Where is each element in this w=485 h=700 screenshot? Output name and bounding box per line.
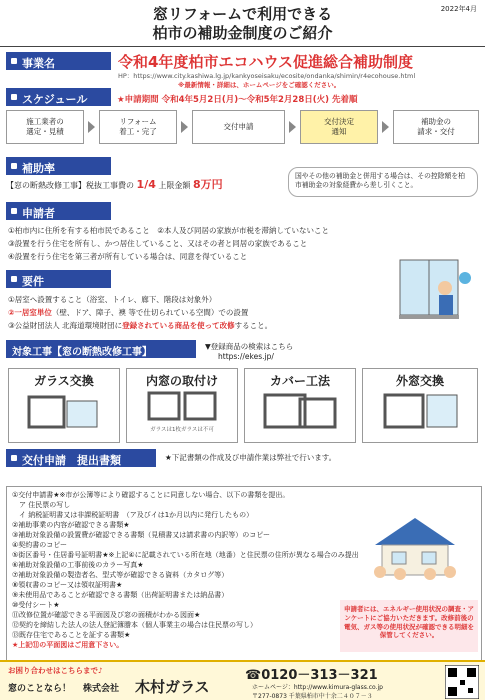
list-item: ④契約書のコピー — [12, 541, 67, 549]
website-url[interactable]: ホームページ：http://www.kimura-glass.co.jp — [252, 684, 383, 691]
section-schedule: スケジュール — [6, 88, 111, 106]
work-type-label: ガラス交換 — [34, 374, 94, 388]
list-item: ⑪改修位置が確認できる平面図及び窓の面積がわかる図面★ — [12, 611, 201, 619]
homepage-url[interactable]: HP：https://www.city.kashiwa.lg.jp/kankyoseisaku/ecosite/ondanka/shimin/r4ecohouse.html — [118, 72, 416, 80]
family-house-illustration — [360, 510, 475, 590]
list-item: ⑫契約を締結した法人の法人登記簿謄本（個人事業主の場合は住民票の写し） — [12, 621, 257, 629]
combination-note: 国やその他の補助金と併用する場合は、その控除額を柏市補助金の対象経費から差し引くこと。 — [288, 167, 478, 197]
list-item: ⑦補助対象設備の製造者名、型式等が確認できる資料（カタログ等） — [12, 571, 229, 579]
qr-code-icon[interactable] — [445, 665, 479, 699]
section-applicant: 申請者 — [6, 202, 111, 220]
company-prefix: 株式会社 — [83, 684, 120, 694]
requirement-2 — [8, 307, 248, 318]
glass-replace-icon — [19, 389, 109, 434]
work-type-cover — [244, 368, 356, 443]
requirement-2-text: （壁、ドア、障子、襖 等で仕切られている空間）での設置 — [51, 308, 249, 317]
list-item: ア 住民票の写し — [12, 501, 71, 509]
homepage-note: ※最新情報・詳細は、ホームページをご確認ください。 — [178, 81, 341, 89]
work-type-label: 外窓交換 — [395, 374, 444, 388]
applicant-line-3: ④設置を行う住宅を第三者が所有している場合は、同意を得ていること — [8, 252, 248, 261]
list-item: ⑤街区番号・住居番号証明書★※上記④に記載されている所在地（地番）と住民票の住所が異なる場合のみ提出 — [12, 551, 359, 559]
footer-catch-2: 窓のことなら！ — [8, 684, 72, 694]
footer-catch: お困り合わせはこちらまで♪ — [8, 666, 103, 675]
list-item: ②補助事業の内容が確認できる書類★ — [12, 521, 130, 529]
page-title-line1: 窓リフォームで利用できる — [152, 5, 333, 23]
flow-step-1 — [6, 110, 84, 144]
window-illustration — [395, 250, 480, 330]
subsidy-rate — [6, 176, 223, 192]
work-type-label: カバー工法 — [269, 374, 330, 388]
section-docs: 交付申請 提出書類 — [6, 449, 156, 467]
applicant-line-2: ③設置を行う住宅を所有し、かつ居住していること、又はその者と同居の家族であること — [8, 239, 308, 248]
applicant-line-1: ①柏市内に住所を有する柏市民であること ②本人及び同居の家族が市税を滞納していないこと — [8, 226, 329, 235]
page-title-line2: 柏市の補助金制度のご紹介 — [152, 24, 333, 42]
work-type-glass — [8, 368, 120, 443]
limit-amount: 8万円 — [192, 178, 223, 191]
flow-step-label: 交付申請 — [223, 122, 254, 132]
requirement-3-emphasis: 登録されている商品を使って改修 — [122, 321, 235, 330]
work-type-label: 内窓の取付け — [145, 374, 218, 388]
phone-number[interactable] — [245, 664, 378, 683]
list-item: ⑥補助対象設備の工事前後のカラー写真★ — [12, 561, 144, 569]
divider — [0, 46, 485, 47]
product-search-note: ▼登録商品の検索はこちら — [205, 342, 294, 351]
list-item: ⑧領収書のコピー又は領収証明書★ — [12, 581, 123, 589]
work-type-inner-window — [126, 368, 238, 443]
phone-icon: ☎ — [245, 668, 262, 683]
requirement-3 — [8, 320, 272, 331]
footer — [0, 660, 485, 700]
list-item: ①交付申請書★※市が公簿等により確認することに同意しない場合、以下の書類を提出。 — [12, 491, 290, 499]
rate-fraction: 1/4 — [136, 178, 156, 191]
inner-window-icon — [137, 389, 227, 423]
product-search-url[interactable]: https://ekes.jp/ — [218, 352, 274, 361]
flow-step-label: 補助金の 請求・交付 — [417, 117, 455, 136]
list-item: ⑩受付シート★ — [12, 601, 60, 609]
company-address: 〒277-0873 千葉県柏市中十余二４０７－３ — [252, 693, 373, 700]
docs-note: ★下記書類の作成及び申請作業は弊社で行います。 — [165, 453, 337, 462]
flow-step-2 — [99, 110, 177, 144]
list-item: ⑬既存住宅であることを証する書類★ — [12, 631, 131, 639]
work-type-outer-window — [362, 368, 478, 443]
flow-step-label: リフォーム 着工・完了 — [119, 117, 157, 136]
section-rate: 補助率 — [6, 157, 111, 175]
list-item: ③補助対象設備の設置費が確認できる書類（見積書又は請求書の内訳等）のコピー — [12, 531, 270, 539]
program-name: 令和4年度柏市エコハウス促進総合補助制度 — [118, 53, 413, 71]
company-name: 木村ガラス — [135, 678, 210, 696]
flow-step-5 — [393, 110, 479, 144]
list-item: イ 納税証明書又は非課税証明書 （ア及びイは1か月以内に発行したもの） — [12, 511, 254, 519]
glass-note: ガラスは1枚ガラスは不可 — [150, 427, 214, 433]
requirement-3-text: ③公益財団法人 北海道環境財団に — [8, 321, 123, 330]
requirement-1: ①居室へ設置すること（浴室、トイレ、廊下、階段は対象外） — [8, 295, 217, 304]
flow-step-label: 施工業者の 選定・見積 — [26, 117, 64, 136]
section-works: 対象工事【窓の断熱改修工事】 — [6, 340, 196, 358]
rate-prefix: 【窓の断熱改修工事】税抜工事費の — [6, 181, 134, 190]
list-item: ★上記⑪の平面図はご用意下さい。 — [12, 641, 124, 649]
arrow-icon — [181, 121, 188, 133]
list-item: ⑨未使用品であることが確認できる書類（出荷証明書または納品書） — [12, 591, 229, 599]
requirement-3-tail: すること。 — [234, 321, 273, 330]
flow-step-3 — [192, 110, 285, 144]
application-period: ★申請期間 令和4年5月2日(月)～令和5年2月28日(火) 先着順 — [117, 95, 358, 105]
limit-label: 上限金額 — [158, 181, 191, 190]
section-requirements: 要件 — [6, 270, 111, 288]
arrow-icon — [382, 121, 389, 133]
arrow-icon — [88, 121, 95, 133]
outer-window-icon — [375, 389, 465, 434]
flow-step-4 — [300, 110, 378, 144]
section-project: 事業名 — [6, 52, 111, 70]
requirement-2-emphasis: ②一居室単位 — [8, 308, 52, 317]
arrow-icon — [289, 121, 296, 133]
phone-number-text: 0120－313－321 — [261, 668, 378, 683]
issue-date: 2022年4月 — [440, 5, 477, 13]
cover-method-icon — [255, 389, 345, 434]
header — [0, 0, 485, 48]
survey-note: 申請者には、エネルギー使用状況の調査・アンケートにご協力いただきます。改修前後の電気、ガス等の使用状況が確認できる明細を保管してください。 — [340, 600, 478, 652]
flow-step-label: 交付決定 通知 — [324, 117, 354, 136]
